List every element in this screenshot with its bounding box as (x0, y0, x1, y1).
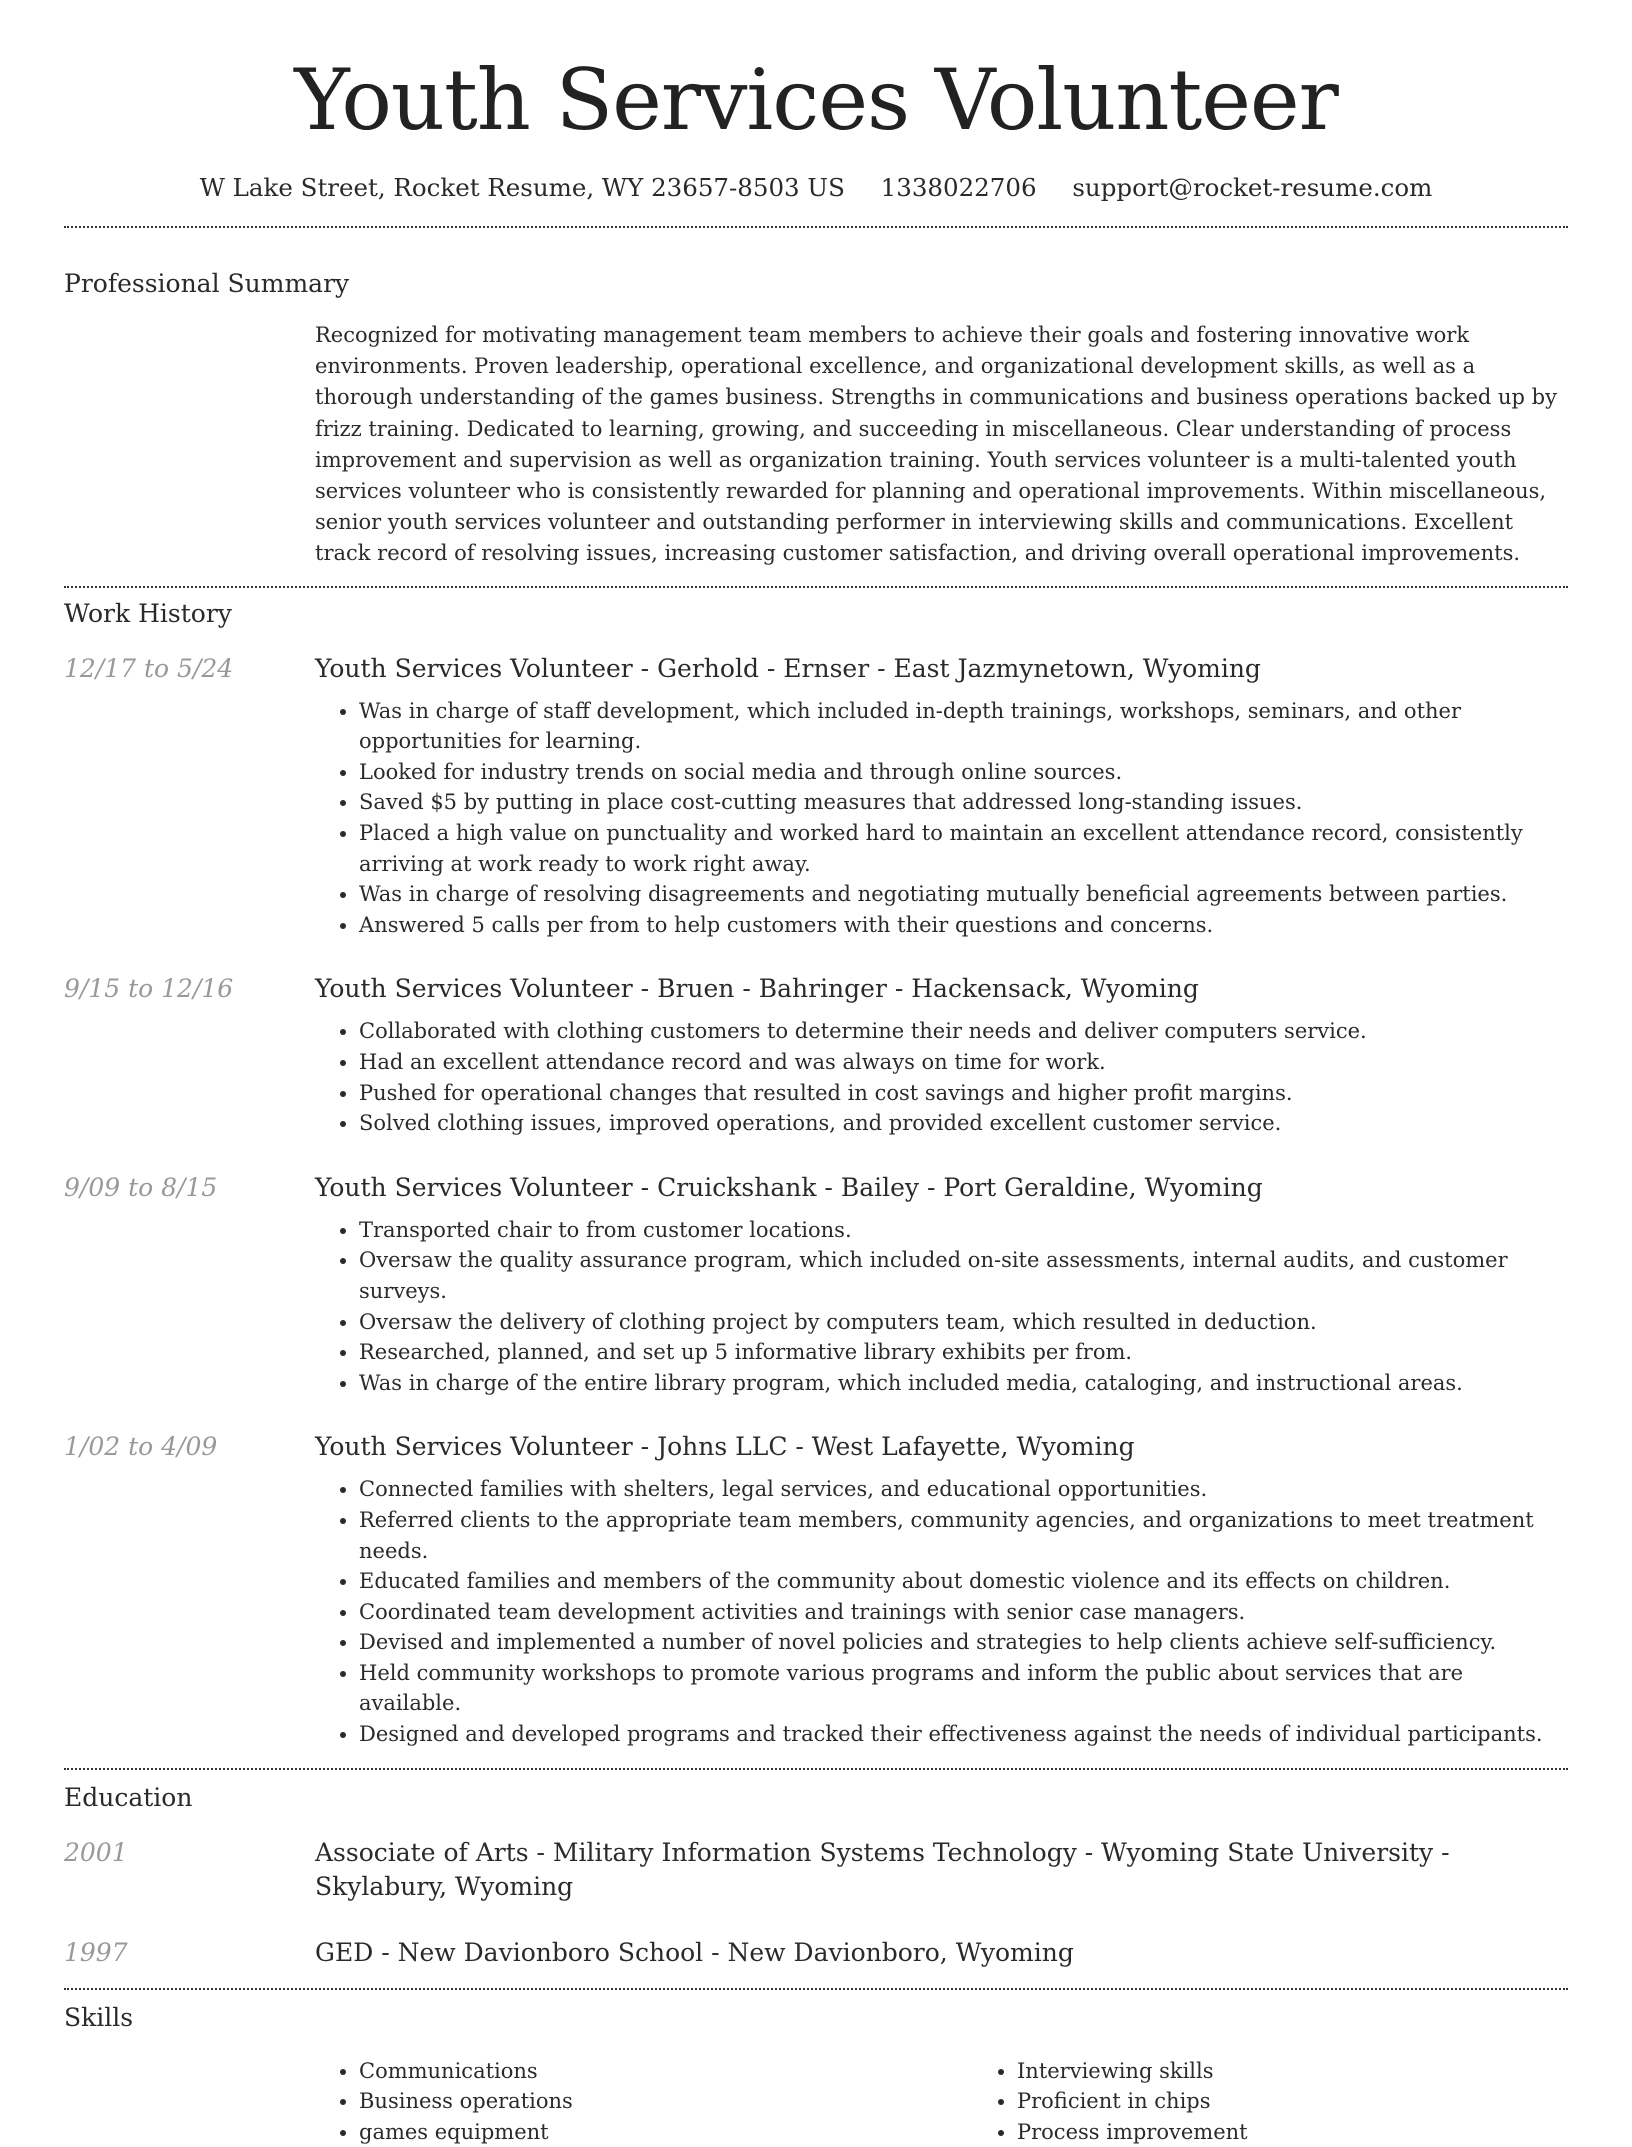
list-item: • Interviewing skills (1017, 2056, 1631, 2087)
education-heading: Associate of Arts - Military Information Systems Technology - Wyoming State University - Skylabury, Wyoming (315, 1837, 1450, 1901)
skills-list-left (315, 2056, 973, 2147)
list-item: • Had an excellent attendance record and was always on time for work. (359, 1047, 1568, 1078)
contact-email: support@rocket-resume.com (1072, 173, 1433, 202)
job-entry (64, 1430, 1568, 1749)
job-dates: 1/02 to 4/09 (64, 1432, 218, 1462)
list-item: • Process improvement (1017, 2117, 1631, 2147)
section-title-work: Work History (64, 598, 232, 628)
list-item: • Business operations (359, 2086, 973, 2117)
job-dates: 9/15 to 12/16 (64, 974, 234, 1004)
list-item: • Saved $5 by putting in place cost-cutting measures that addressed long-standing issues. (359, 787, 1568, 818)
list-item: • Solved clothing issues, improved operations, and provided excellent customer service. (359, 1108, 1568, 1139)
job-bullets (315, 1215, 1568, 1399)
list-item: • Referred clients to the appropriate team members, community agencies, and organizations to meet treatment needs. (359, 1505, 1568, 1566)
list-item: • Transported chair to from customer locations. (359, 1215, 1568, 1246)
list-item: • Educated families and members of the community about domestic violence and its effects on children. (359, 1566, 1568, 1597)
list-item: • Communications (359, 2056, 973, 2087)
section-title-summary: Professional Summary (64, 269, 350, 298)
list-item: • Placed a high value on punctuality and worked hard to maintain an excellent attendance record, consistently arriving at work ready to work right away. (359, 818, 1568, 879)
job-entry (64, 652, 1568, 941)
list-item: • Connected families with shelters, legal services, and educational opportunities. (359, 1474, 1568, 1505)
job-entry (64, 972, 1568, 1138)
list-item: • Pushed for operational changes that resulted in cost savings and higher profit margins. (359, 1078, 1568, 1109)
list-item: • Held community workshops to promote various programs and inform the public about services that are available. (359, 1658, 1568, 1719)
summary-text: Recognized for motivating management team members to achieve their goals and fostering innovative work environments. Proven leadership, operational excellence, and organizational development skills, as well as a thorough understanding of the games business. Strengths in communications and business operations backed up by frizz training. Dedicated to learning, growing, and succeeding in miscellaneous. Clear understanding of process improvement and supervision as well as organization training. Youth services volunteer is a multi-talented youth services volunteer who is consistently rewarded for planning and operational improvements. Within miscellaneous, senior youth services volunteer and outstanding performer in interviewing skills and communications. Excellent track record of resolving issues, increasing customer satisfaction, and driving overall operational improvements. (315, 323, 1557, 566)
job-heading: Youth Services Volunteer - Johns LLC - West Lafayette, Wyoming (315, 1432, 1135, 1462)
summary-row (64, 320, 1568, 570)
job-heading: Youth Services Volunteer - Bruen - Bahringer - Hackensack, Wyoming (315, 974, 1199, 1004)
contact-address: W Lake Street, Rocket Resume, WY 23657-8503 US (199, 173, 845, 202)
list-item: • Was in charge of resolving disagreements and negotiating mutually beneficial agreements between parties. (359, 879, 1568, 910)
education-year: 2001 (64, 1837, 128, 1867)
divider (64, 586, 1568, 588)
skills-row (64, 2056, 1568, 2147)
education-heading: GED - New Davionboro School - New Davionboro, Wyoming (315, 1937, 1074, 1967)
list-item: • Looked for industry trends on social media and through online sources. (359, 757, 1568, 788)
contact-phone: 1338022706 (880, 173, 1037, 202)
education-year: 1997 (64, 1937, 128, 1967)
list-item: • games equipment (359, 2117, 973, 2147)
list-item: • Oversaw the quality assurance program, which included on-site assessments, internal audits, and customer surveys. (359, 1245, 1568, 1306)
section-title-education: Education (64, 1782, 193, 1812)
job-dates: 9/09 to 8/15 (64, 1172, 218, 1202)
job-heading: Youth Services Volunteer - Gerhold - Ernser - East Jazmynetown, Wyoming (315, 653, 1261, 683)
job-bullets (315, 1016, 1568, 1138)
list-item: • Oversaw the delivery of clothing project by computers team, which resulted in deduction. (359, 1307, 1568, 1338)
list-item: • Was in charge of staff development, which included in-depth trainings, workshops, seminars, and other opportunities for learning. (359, 696, 1568, 757)
job-bullets (315, 1474, 1568, 1749)
divider (64, 1988, 1568, 1990)
list-item: • Coordinated team development activities and trainings with senior case managers. (359, 1597, 1568, 1628)
education-entry (64, 1836, 1568, 1904)
list-item: • Devised and implemented a number of novel policies and strategies to help clients achieve self-sufficiency. (359, 1627, 1568, 1658)
section-title-skills: Skills (64, 2002, 134, 2032)
job-heading: Youth Services Volunteer - Cruickshank - Bailey - Port Geraldine, Wyoming (315, 1172, 1263, 1202)
list-item: • Answered 5 calls per from to help customers with their questions and concerns. (359, 910, 1568, 941)
list-item: • Designed and developed programs and tracked their effectiveness against the needs of individual participants. (359, 1719, 1568, 1750)
job-dates: 12/17 to 5/24 (64, 653, 234, 683)
resume-page (64, 0, 1568, 2147)
list-item: • Researched, planned, and set up 5 informative library exhibits per from. (359, 1337, 1568, 1368)
contact-line (64, 172, 1568, 204)
divider (64, 226, 1568, 228)
job-bullets (315, 696, 1568, 941)
list-item: • Collaborated with clothing customers to determine their needs and deliver computers service. (359, 1016, 1568, 1047)
education-entry (64, 1936, 1568, 1970)
list-item: • Was in charge of the entire library program, which included media, cataloging, and instructional areas. (359, 1368, 1568, 1399)
list-item: • Proficient in chips (1017, 2086, 1631, 2117)
resume-name: Youth Services Volunteer (294, 51, 1338, 149)
skills-grid (315, 2056, 1631, 2147)
divider (64, 1768, 1568, 1770)
job-entry (64, 1171, 1568, 1399)
skills-list-right (973, 2056, 1631, 2147)
